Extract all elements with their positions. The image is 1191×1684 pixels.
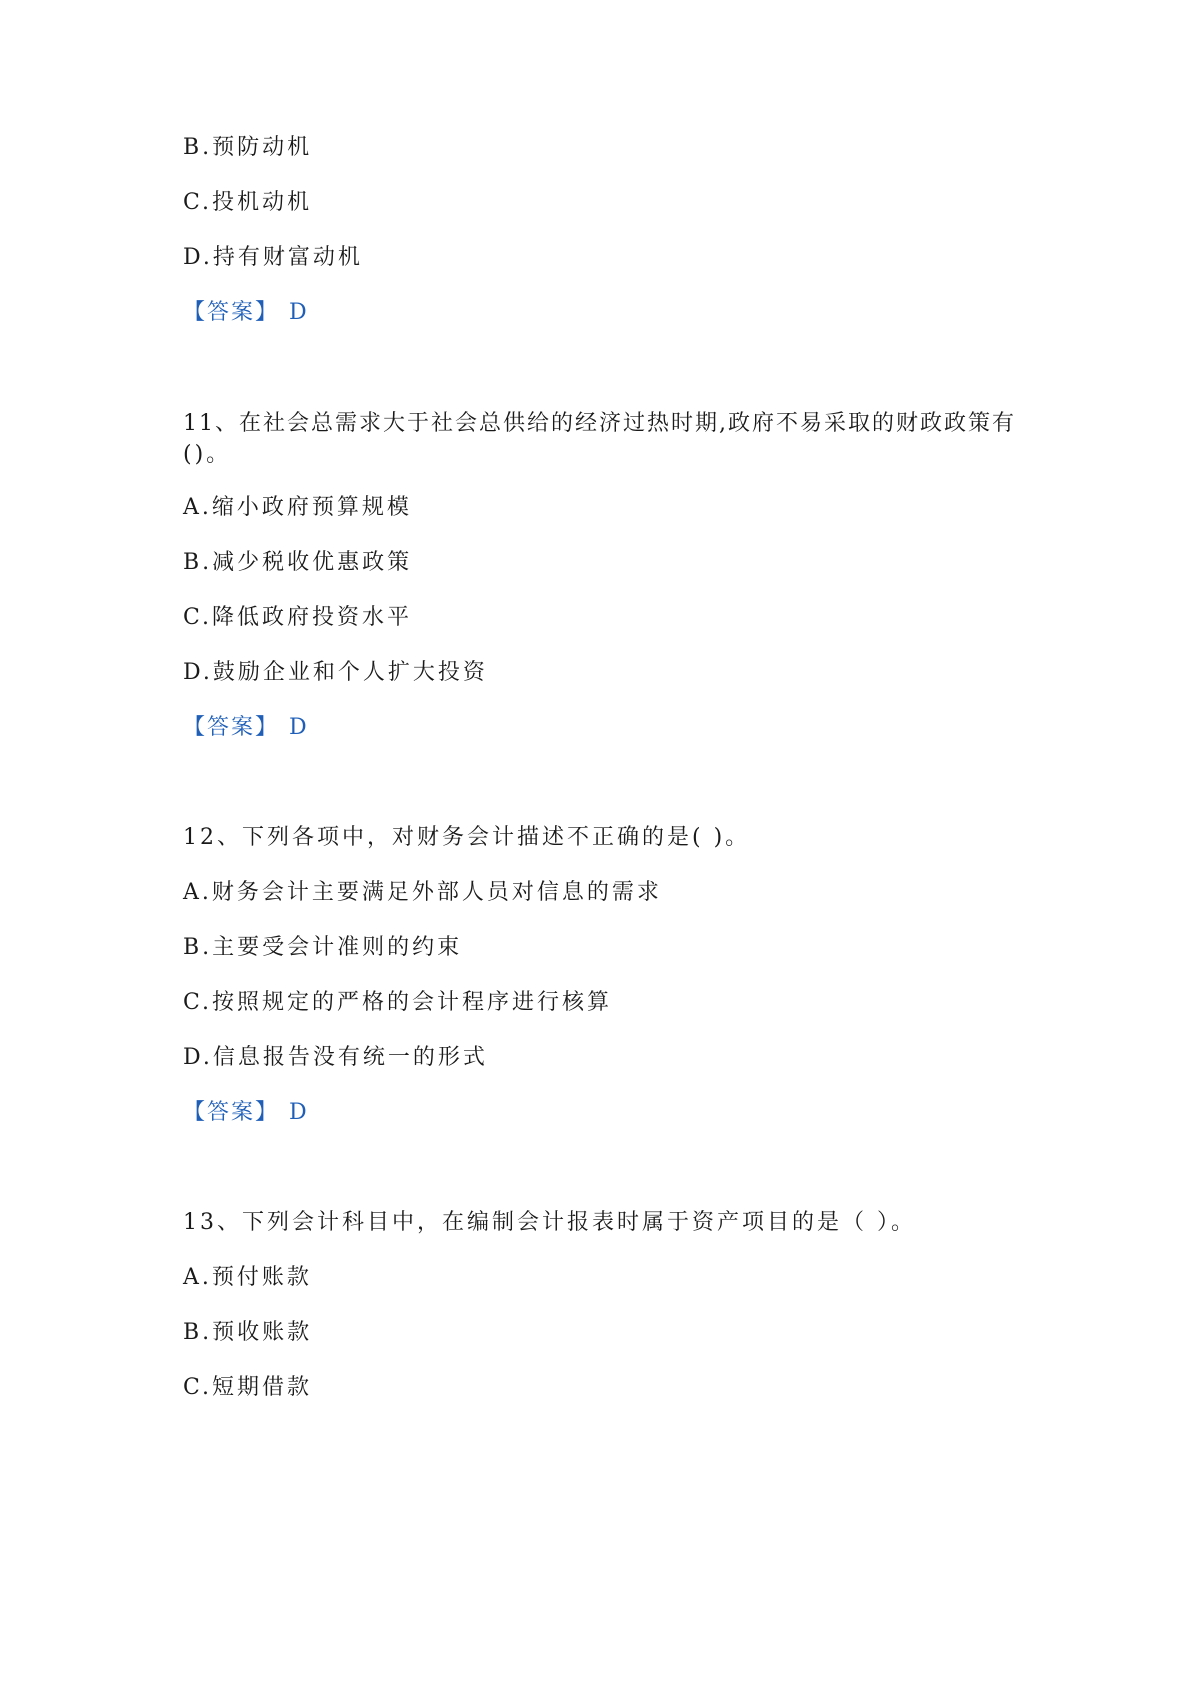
q12-answer <box>183 1099 309 1127</box>
q12-option-d: D.信息报告没有统一的形式 <box>183 1045 488 1070</box>
q10-option-b: B.预防动机 <box>183 135 313 160</box>
answer-value: D <box>289 715 309 740</box>
q10-answer <box>183 299 309 327</box>
q11-stem-line2: ()。 <box>183 442 232 467</box>
answer-label: 【答案】 <box>183 715 280 740</box>
q11-option-c: C.降低政府投资水平 <box>183 605 413 630</box>
q10-option-d: D.持有财富动机 <box>183 245 363 270</box>
q12-option-a: A.财务会计主要满足外部人员对信息的需求 <box>183 880 662 905</box>
answer-label: 【答案】 <box>183 300 280 325</box>
q13-stem: 13、下列会计科目中，在编制会计报表时属于资产项目的是（ ）。 <box>183 1210 916 1235</box>
answer-value: D <box>289 300 309 325</box>
q10-option-c: C.投机动机 <box>183 190 313 215</box>
q11-stem-line1: 11、在社会总需求大于社会总供给的经济过热时期,政府不易采取的财政政策有 <box>183 411 1016 436</box>
q11-option-a: A.缩小政府预算规模 <box>183 495 412 520</box>
q13-option-c: C.短期借款 <box>183 1375 313 1400</box>
q13-option-b: B.预收账款 <box>183 1320 313 1345</box>
q11-option-d: D.鼓励企业和个人扩大投资 <box>183 660 488 685</box>
answer-label: 【答案】 <box>183 1100 280 1125</box>
answer-value: D <box>289 1100 309 1125</box>
q13-option-a: A.预付账款 <box>183 1265 312 1290</box>
q12-option-b: B.主要受会计准则的约束 <box>183 935 463 960</box>
q12-stem: 12、下列各项中，对财务会计描述不正确的是( )。 <box>183 825 751 850</box>
q11-option-b: B.减少税收优惠政策 <box>183 550 413 575</box>
q11-answer <box>183 714 309 742</box>
q12-option-c: C.按照规定的严格的会计程序进行核算 <box>183 990 613 1015</box>
